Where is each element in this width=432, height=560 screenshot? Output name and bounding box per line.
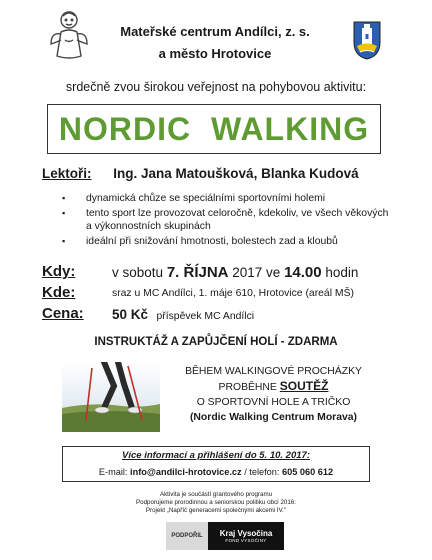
sponsor-logos bbox=[166, 522, 284, 550]
instructions-headline: INSTRUKTÁŽ A ZAPŮJČENÍ HOLÍ - ZDARMA bbox=[94, 336, 338, 348]
when-time: 14.00 bbox=[284, 264, 322, 281]
price-label: Cena: bbox=[42, 305, 84, 322]
price-description: příspěvek MC Andílci bbox=[156, 311, 255, 322]
kraj-vysocina-name: Kraj Vysočina bbox=[219, 528, 273, 538]
lecturers-label: Lektoři: bbox=[42, 166, 92, 181]
list-item: ▪ tento sport lze provozovat celoročně, kdekoliv, ve všech věkových a výkonnostních skupinách bbox=[62, 207, 392, 234]
footer-line-1: Aktivita je součástí grantového programu bbox=[159, 491, 273, 498]
when-label: Kdy: bbox=[42, 263, 76, 280]
contest-line-3: O SPORTOVNÍ HOLE A TRIČKO bbox=[196, 397, 351, 408]
contest-line-1: BĚHEM WALKINGOVÉ PROCHÁZKY bbox=[185, 366, 362, 377]
when-value bbox=[112, 264, 358, 281]
contact-box bbox=[62, 446, 370, 482]
when-year: 2017 ve bbox=[232, 265, 281, 280]
supported-by-label: PODPOŘIL bbox=[166, 522, 208, 550]
contest-line-4: (Nordic Walking Centrum Morava) bbox=[189, 412, 358, 423]
where-value: sraz u MC Andílci, 1. máje 610, Hrotovice (areál MŠ) bbox=[112, 288, 354, 299]
contact-heading: Více informací a přihlášení do 5. 10. 2017: bbox=[122, 450, 310, 461]
contest-line-2 bbox=[166, 379, 381, 395]
contest-line-2-prefix: PROBĚHNE bbox=[218, 382, 277, 393]
where-label: Kde: bbox=[42, 284, 76, 301]
feature-list bbox=[62, 192, 392, 248]
when-suffix: hodin bbox=[325, 265, 359, 280]
contest-text bbox=[166, 364, 381, 425]
kraj-vysocina-logo bbox=[208, 522, 284, 550]
organizer-line-1: Mateřské centrum Andílci, z. s. bbox=[120, 24, 310, 39]
title-frame bbox=[47, 104, 381, 154]
fond-vysociny-label: FOND VYSOČINY bbox=[225, 537, 267, 543]
invitation-text: srdečně zvou širokou veřejnost na pohybovou aktivitu: bbox=[65, 80, 367, 94]
email-label: E-mail: bbox=[98, 467, 128, 477]
list-item: ▪ dynamická chůze se speciálními sportovními holemi bbox=[62, 192, 392, 206]
town-crest-icon bbox=[352, 20, 382, 60]
when-prefix: v sobotu bbox=[112, 265, 164, 280]
price-value bbox=[112, 306, 254, 324]
when-date: 7. ŘÍJNA bbox=[166, 264, 229, 281]
footer-line-2: Podporujeme prorodinnou a seniorskou politiku obcí 2016: bbox=[136, 499, 296, 506]
nordic-walking-photo bbox=[62, 362, 160, 432]
list-item: ▪ ideální při snižování hmotnosti, bolestech zad a kloubů bbox=[62, 235, 392, 249]
phone-number: 605 060 612 bbox=[282, 467, 334, 477]
footer-line-3: Projekt „Napříč generacemi společnými akcemi IV." bbox=[145, 507, 287, 514]
price-amount: 50 Kč bbox=[112, 307, 149, 322]
email-link[interactable]: info@andilci-hrotovice.cz bbox=[130, 467, 242, 477]
lecturers-names: Ing. Jana Matoušková, Blanka Kudová bbox=[113, 166, 359, 181]
contest-word: SOUTĚŽ bbox=[279, 379, 329, 393]
contact-details bbox=[63, 467, 369, 477]
angel-logo-icon bbox=[48, 6, 90, 64]
event-title: NORDIC WALKING bbox=[58, 110, 370, 147]
phone-label: / telefon: bbox=[244, 467, 280, 477]
footer-note bbox=[0, 491, 432, 515]
lecturers-row bbox=[42, 166, 359, 181]
organizer-line-2: a město Hrotovice bbox=[158, 46, 272, 61]
